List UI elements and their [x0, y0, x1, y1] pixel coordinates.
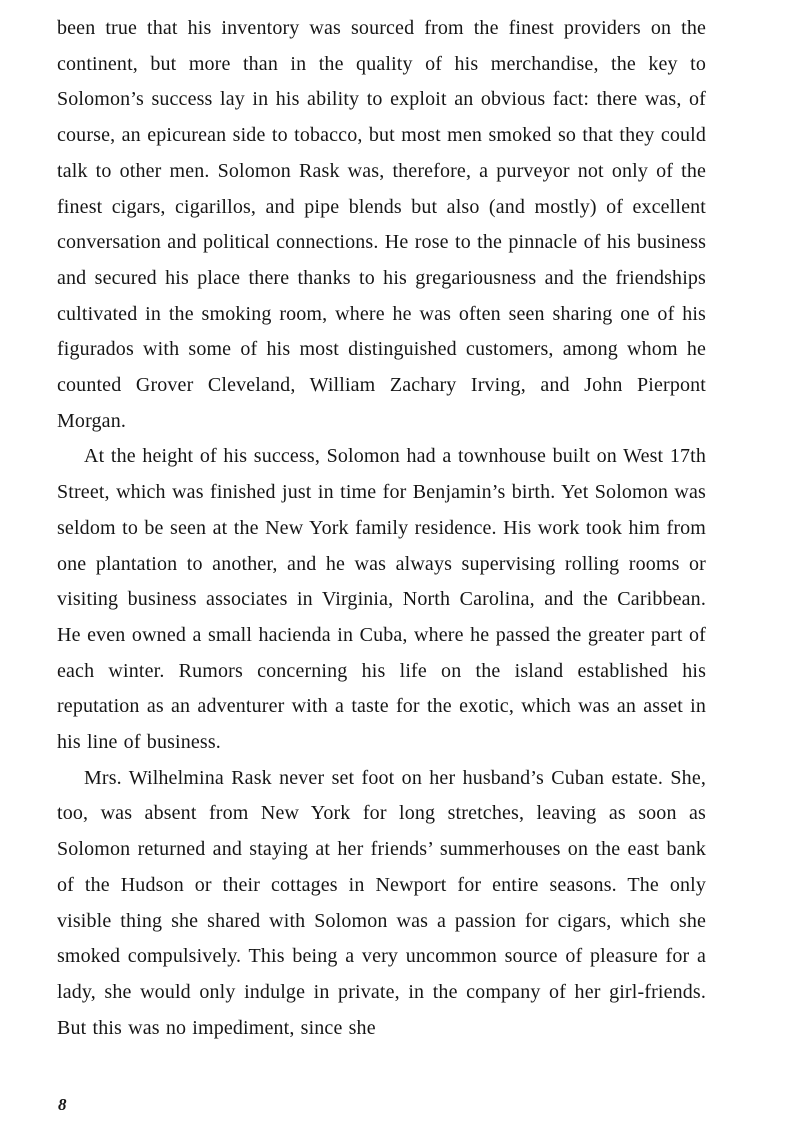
paragraph: At the height of his success, Solomon had a townhouse built on West 17th Street, which was finished just in time for Benjamin’s birth. Yet Solomon was seldom to be seen at the New York family residence. His work took him from one plantation to another, and he was always supervising rolling rooms or visiting business associates in Virginia, North Carolina, and the Caribbean. He even owned a small hacienda in Cuba, where he passed the greater part of each winter. Rumors concerning his life on the island established his reputation as an adventurer with a taste for the exotic, which was an asset in his line of business.	[57, 445, 706, 754]
paragraph: Mrs. Wilhelmina Rask never set foot on her husband’s Cuban estate. She, too, was absent from New York for long stretches, leaving as soon as Solomon returned and staying at her friends’ summerhouses on the east bank of the Hudson or their cottages in Newport for entire seasons. The only visible thing she shared with Solomon was a passion for cigars, which she smoked compulsively. This being a very uncommon source of pleasure for a lady, she would only indulge in private, in the company of her girl-friends. But this was no impediment, since she	[57, 766, 706, 1039]
paragraph-continuation: been true that his inventory was sourced from the finest providers on the continent, but more than in the quality of his merchandise, the key to Solomon’s success lay in his ability to exploit an obvious fact: there was, of course, an epicurean side to tobacco, but most men smoked so that they could talk to other men. Solomon Rask was, therefore, a purveyor not only of the finest cigars, cigarillos, and pipe blends but also (and mostly) of excellent conversation and political connections. He rose to the pinnacle of his business and secured his place there thanks to his gregariousness and the friendships cultivated in the smoking room, where he was often seen sharing one of his figurados with some of his most distinguished customers, among whom he counted Grover Cleveland, William Zachary Irving, and John Pierpont Morgan.	[57, 17, 706, 432]
page-text	[57, 11, 706, 1046]
page-number: 8	[58, 1095, 67, 1114]
